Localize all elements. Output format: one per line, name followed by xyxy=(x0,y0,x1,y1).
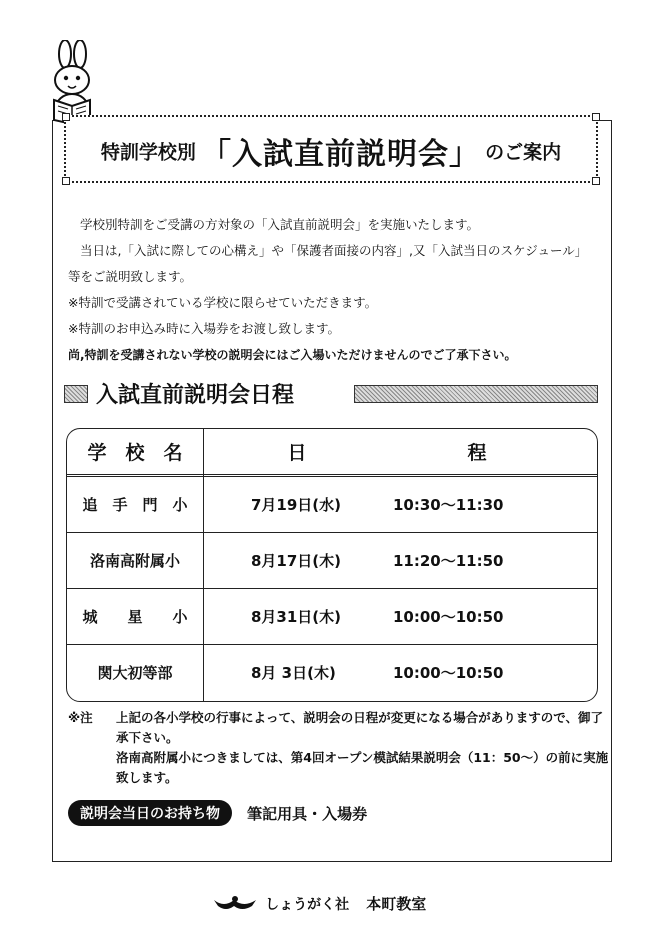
school-name: 洛南高附属小 xyxy=(89,552,180,570)
event-date: 8月17日(木) xyxy=(251,552,342,570)
schedule-heading xyxy=(64,378,598,410)
corner-mark xyxy=(62,177,70,185)
table-row xyxy=(67,533,597,589)
brand-name: しょうがく社 xyxy=(265,896,350,913)
table-row xyxy=(67,477,597,533)
school-name: 城 星 小 xyxy=(82,608,188,626)
hatch-decoration xyxy=(354,385,598,403)
page-title xyxy=(66,129,596,173)
event-date: 8月31日(木) xyxy=(251,608,342,626)
table-header xyxy=(67,429,597,477)
event-date: 7月19日(水) xyxy=(251,496,342,514)
header-school: 学 校 名 xyxy=(87,442,183,464)
title-box xyxy=(64,115,598,183)
items-to-bring xyxy=(68,800,367,826)
event-time: 11:20〜11:50 xyxy=(393,552,504,570)
title-suffix: のご案内 xyxy=(485,141,562,164)
shougakusha-logo-icon xyxy=(212,894,258,914)
note-mark: ※注 xyxy=(68,710,93,725)
branch-name: 本町教室 xyxy=(366,895,427,913)
bring-items: 筆記用具・入場券 xyxy=(247,804,368,823)
footer xyxy=(212,893,426,917)
title-main: 「入試直前説明会」 xyxy=(201,137,480,172)
event-time: 10:30〜11:30 xyxy=(393,496,504,514)
intro-line: 当日は,「入試に際しての心構え」や「保護者面接の内容」,又「入試当日のスケジュール」等をご説明致します。 xyxy=(68,243,588,284)
intro-line: ※特訓のお申込み時に入場券をお渡し致します。 xyxy=(68,321,340,336)
header-day: 日 xyxy=(287,442,307,464)
notes xyxy=(68,708,613,788)
intro-line: 学校別特訓をご受講の方対象の「入試直前説明会」を実施いたします。 xyxy=(80,217,480,232)
intro-line: ※特訓で受講されている学校に限らせていただきます。 xyxy=(68,295,378,310)
note-line: 上記の各小学校の行事によって、説明会の日程が変更になる場合がありますので、御了承下さい。 xyxy=(116,710,604,745)
table-row xyxy=(67,645,597,700)
event-time: 10:00〜10:50 xyxy=(393,664,504,682)
school-name: 追 手 門 小 xyxy=(82,496,188,514)
intro-text xyxy=(68,212,598,368)
event-date: 8月 3日(木) xyxy=(251,664,336,682)
school-name: 関大初等部 xyxy=(97,664,173,682)
corner-mark xyxy=(62,113,70,121)
note-line: 洛南高附属小につきましては、第4回オープン模試結果説明会（11：50〜）の前に実施致します。 xyxy=(116,750,609,785)
corner-mark xyxy=(592,177,600,185)
corner-mark xyxy=(592,113,600,121)
intro-line: 尚,特訓を受講されない学校の説明会にはご入場いただけませんのでご了承下さい。 xyxy=(68,348,517,362)
rabbit-reading-icon xyxy=(38,40,108,126)
header-time: 程 xyxy=(467,442,487,464)
schedule-table xyxy=(66,428,598,702)
table-row xyxy=(67,589,597,645)
event-time: 10:00〜10:50 xyxy=(393,608,504,626)
schedule-title: 入試直前説明会日程 xyxy=(96,383,295,408)
bring-label: 説明会当日のお持ち物 xyxy=(68,800,232,826)
title-prefix: 特訓学校別 xyxy=(100,141,196,164)
hatch-decoration xyxy=(64,385,88,403)
